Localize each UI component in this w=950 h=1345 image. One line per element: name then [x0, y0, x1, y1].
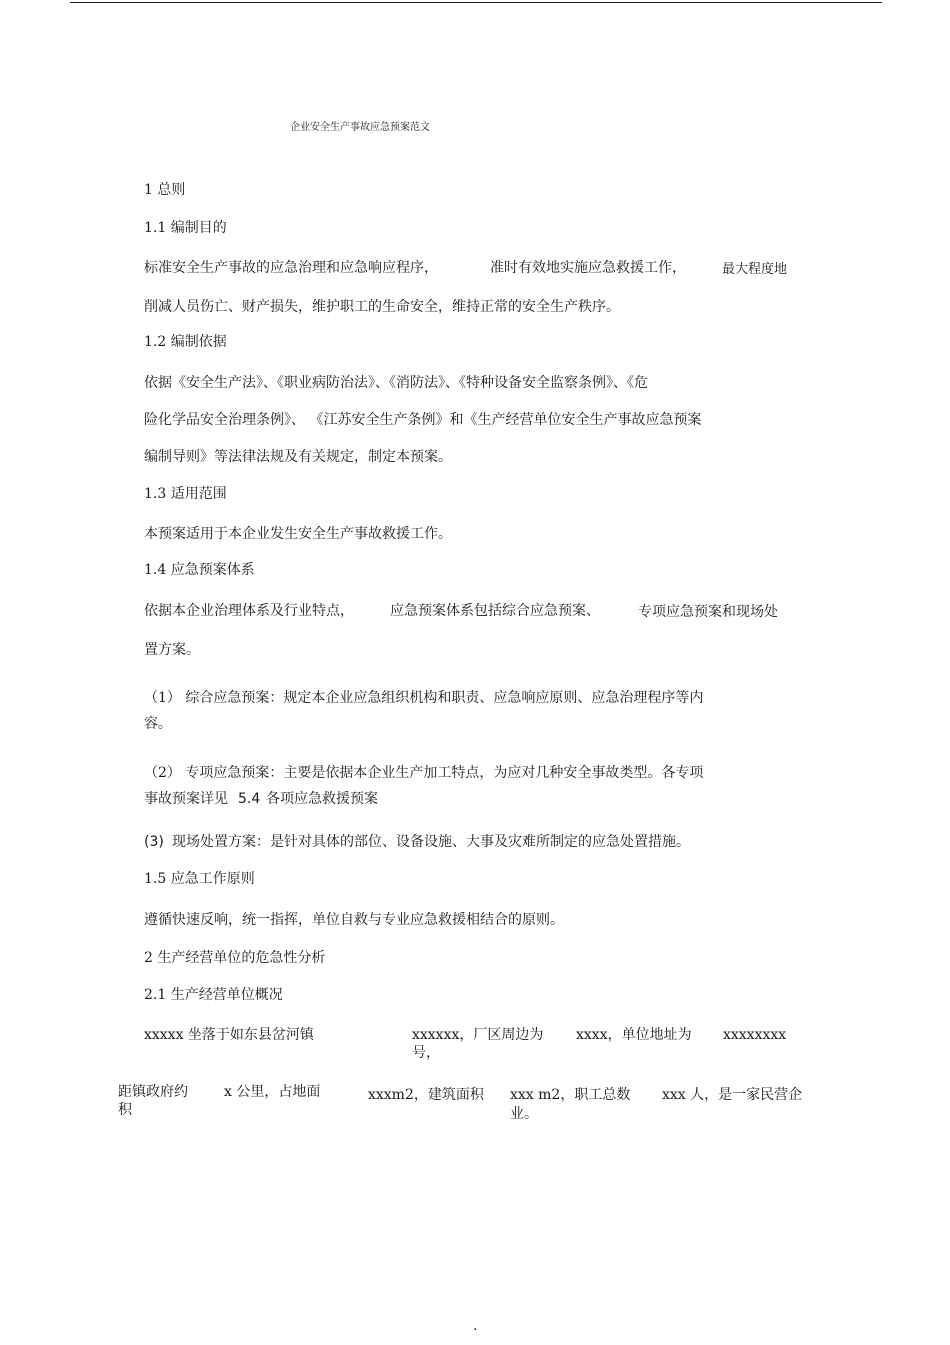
paragraph-1-2-line1: 依据《安全生产法》、《职业病防治法》、《消防法》、《特种设备安全监察条例》、《危 — [144, 375, 648, 391]
row1-cell2: xxxxxx，厂区周边为 — [412, 1027, 544, 1043]
heading-2: 2 生产经营单位的危急性分析 — [144, 950, 326, 966]
list-item-1-line1: （1） 综合应急预案：规定本企业应急组织机构和职责、应急响应原则、应急治理程序等内 — [144, 690, 704, 706]
heading-1-1: 1.1 编制目的 — [144, 220, 227, 236]
row1-cell3: xxxx，单位地址为 — [576, 1027, 692, 1043]
paragraph-1-4-line1b: 应急预案体系包括综合应急预案、 — [390, 603, 600, 619]
paragraph-1-2-line2: 险化学品安全治理条例》、 《江苏安全生产条例》和《生产经营单位安全生产事故应急预案 — [144, 412, 702, 428]
list-item-2-line1: （2） 专项应急预案：主要是依据本企业生产加工特点，为应对几种安全事故类型。各专项 — [144, 765, 704, 781]
list-item-1-line2: 容。 — [144, 716, 172, 732]
heading-1-5: 1.5 应急工作原则 — [144, 871, 255, 887]
row1-cell4: xxxxxxxx — [723, 1027, 787, 1043]
paragraph-1-4-line1c: 专项应急预案和现场处 — [638, 604, 778, 620]
row2-cell5: xxx 人，是一家民营企 — [662, 1087, 803, 1103]
row2-cell1-wrap: 积 — [118, 1102, 132, 1118]
paragraph-1-3: 本预案适用于本企业发生安全生产事故救援工作。 — [144, 526, 452, 542]
heading-1: 1 总则 — [144, 182, 186, 198]
paragraph-1-4-line1a: 依据本企业治理体系及行业特点， — [144, 603, 354, 619]
list-item-2-line2c: 各项应急救援预案 — [266, 791, 378, 807]
paragraph-1-4-line2: 置方案。 — [144, 642, 200, 658]
row2-cell2: x 公里，占地面 — [224, 1084, 321, 1100]
paragraph-1-1-line2: 削减人员伤亡、财产损失，维护职工的生命安全，维持正常的安全生产秩序。 — [144, 299, 620, 315]
list-item-2-line2a: 事故预案详见 — [144, 791, 228, 807]
row1-cell2-wrap: 号， — [412, 1045, 440, 1061]
document-title: 企业安全生产事故应急预案范文 — [290, 122, 430, 133]
paragraph-1-1-line1c: 最大程度地 — [722, 262, 788, 277]
header-rule — [70, 2, 882, 3]
list-item-3-text: 现场处置方案：是针对具体的部位、设备设施、大事及灾难所制定的应急处置措施。 — [172, 834, 690, 850]
paragraph-1-1-line1b: 准时有效地实施应急救援工作， — [490, 260, 686, 276]
row2-cell1: 距镇政府约 — [118, 1084, 188, 1100]
paragraph-1-5: 遵循快速反响，统一指挥，单位自救与专业应急救援相结合的原则。 — [144, 912, 564, 928]
heading-1-4: 1.4 应急预案体系 — [144, 562, 255, 578]
heading-2-1: 2.1 生产经营单位概况 — [144, 987, 283, 1003]
heading-1-3: 1.3 适用范围 — [144, 486, 227, 502]
paragraph-1-2-line3: 编制导则》等法律法规及有关规定，制定本预案。 — [144, 449, 452, 465]
footer-mark: . — [473, 1318, 478, 1334]
list-item-3-number: (3) — [144, 834, 164, 850]
paragraph-1-1-line1a: 标准安全生产事故的应急治理和应急响应程序， — [144, 260, 438, 276]
heading-1-2: 1.2 编制依据 — [144, 334, 227, 350]
list-item-2-line2b: 5.4 — [238, 791, 261, 807]
row2-cell4: xxx m2，职工总数 — [510, 1087, 631, 1103]
row2-cell4-wrap: 业。 — [510, 1106, 538, 1122]
row2-cell3: xxxm2，建筑面积 — [368, 1087, 484, 1103]
row1-cell1: xxxxx 坐落于如东县岔河镇 — [144, 1027, 314, 1043]
